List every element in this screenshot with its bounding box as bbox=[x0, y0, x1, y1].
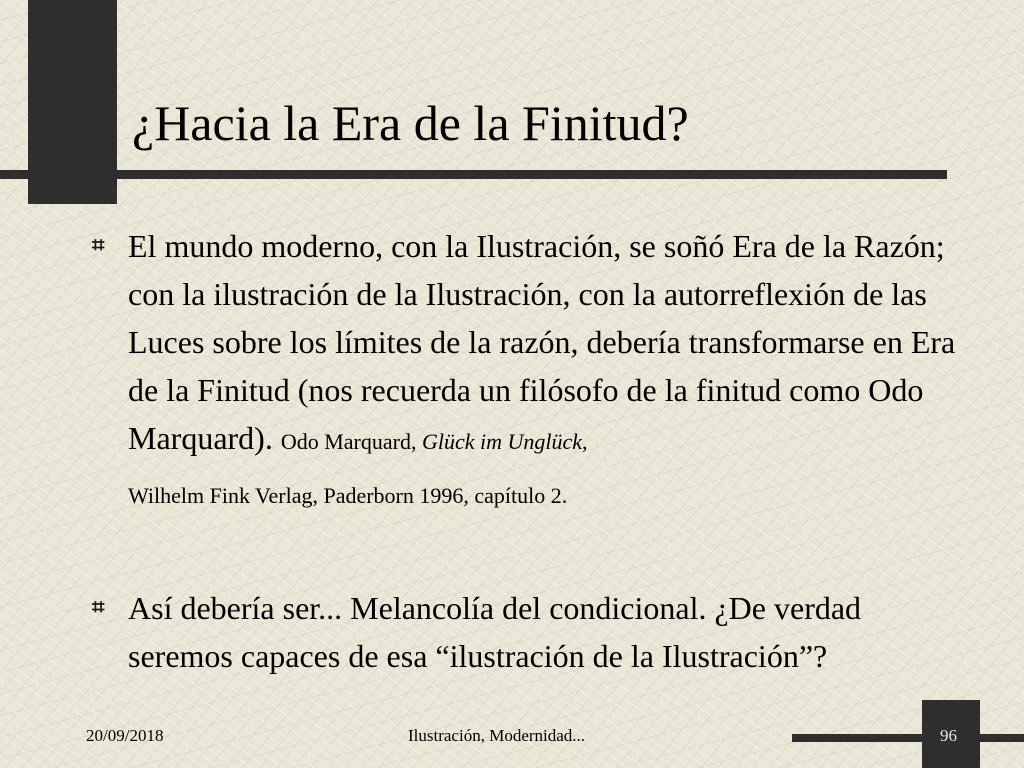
citation-author: Odo Marquard, bbox=[280, 429, 417, 454]
bullet-marker-icon: ⌗ bbox=[92, 233, 105, 258]
bullet-item-2 bbox=[92, 584, 964, 680]
citation-book-title: Glück im Unglück bbox=[421, 429, 583, 454]
footer-title: Ilustración, Modernidad... bbox=[408, 726, 586, 745]
footer-date: 20/09/2018 bbox=[86, 726, 164, 745]
bullet-text: Así debería ser... Melancolía del condicional. ¿De verdad seremos capaces de esa “ilustración de la Ilustración”? bbox=[128, 590, 862, 674]
page-number: 96 bbox=[940, 726, 957, 745]
slide-title: ¿Hacia la Era de la Finitud? bbox=[132, 95, 689, 151]
citation-publisher: Wilhelm Fink Verlag, Paderborn 1996, capítulo 2. bbox=[128, 483, 568, 508]
title-underline-bar bbox=[0, 170, 947, 179]
bullet-item-1 bbox=[92, 222, 964, 520]
bullet-text: El mundo moderno, con la Ilustración, se soñó Era de la Razón; con la ilustración de la Ilustración, con la autorreflexión de las Luces sobre los límites de la razón, debería transformarse en Era de la Finitud (nos recuerda un filósofo de la finitud como Odo Marquard). bbox=[128, 228, 956, 456]
bullet-marker-icon: ⌗ bbox=[92, 595, 105, 620]
footer-rule bbox=[792, 734, 1024, 742]
citation-separator: , bbox=[582, 429, 588, 454]
